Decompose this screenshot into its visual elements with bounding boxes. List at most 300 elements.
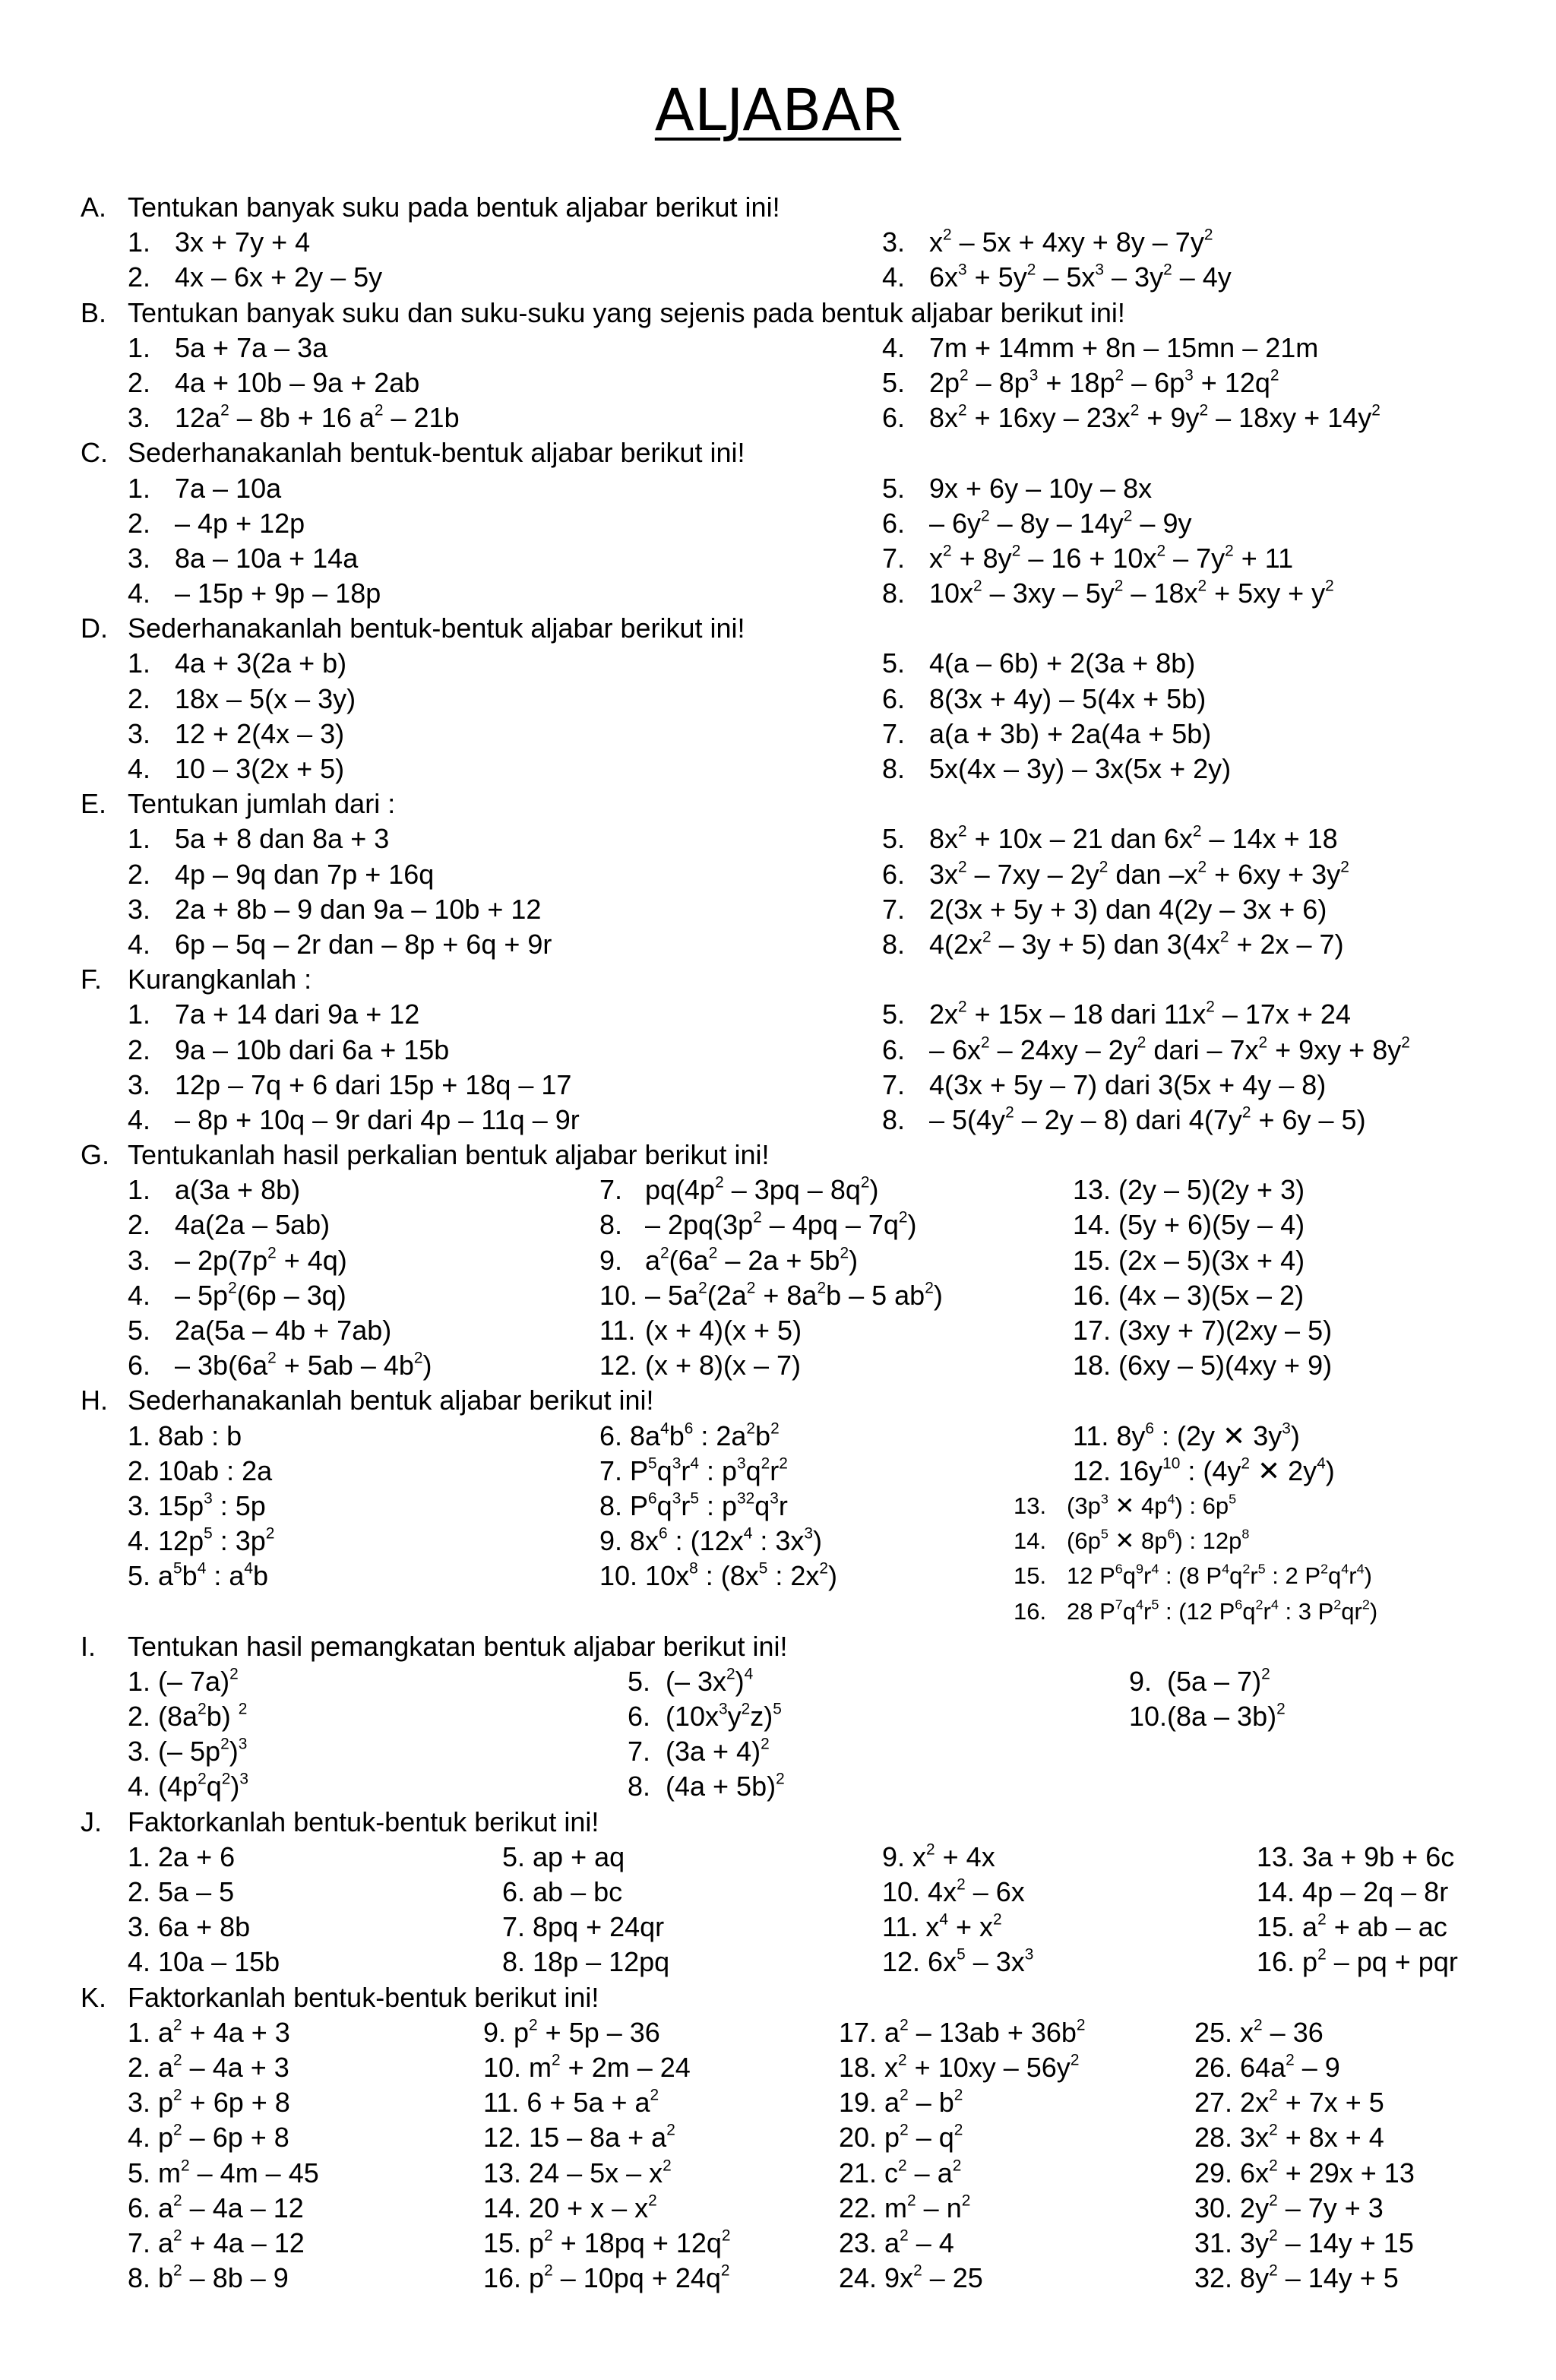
item-number: 4. <box>128 578 151 609</box>
exercise-item <box>882 821 1338 856</box>
section <box>81 962 1524 1138</box>
exercise-item: 13. $24 - 5x - x^2$ <box>483 2156 672 2189</box>
section-letter: E. <box>81 788 107 820</box>
item-row <box>81 225 1524 260</box>
item-expression: a(a + 3b) + 2a(4a + 5b) <box>929 717 1212 749</box>
item-number: 3. <box>128 542 151 574</box>
item-expression: 8(3x + 4y) – 5(4x + 5b) <box>929 682 1207 714</box>
item-row <box>81 2191 1524 2226</box>
item-row <box>81 541 1524 576</box>
item-number: 2. <box>128 1209 151 1241</box>
section-heading <box>81 296 1524 331</box>
section-heading <box>81 962 1524 997</box>
item-expression: $3x^2 - 7xy - 2y^2$ dan $-x^2 + 6xy + 3y^2$ <box>929 857 1349 890</box>
exercise-item: 13. 3a + 9b + 6c <box>1257 1840 1455 1872</box>
exercise-item <box>882 1068 1326 1103</box>
item-row <box>81 2015 1524 2050</box>
item-row <box>81 717 1524 752</box>
item-number: 6. <box>882 1033 906 1065</box>
item-row <box>81 260 1524 295</box>
exercise-item: 2. $a^2 - 4a + 3$ <box>128 2051 289 2083</box>
item-number: 3. <box>128 893 151 925</box>
exercise-item <box>128 997 419 1032</box>
exercise-item <box>128 366 419 400</box>
item-number: 5. <box>882 999 906 1030</box>
exercise-item <box>882 752 1231 786</box>
item-row <box>81 366 1524 400</box>
exercise-item <box>599 1313 802 1348</box>
item-expression: 18x – 5(x – 3y) <box>175 682 356 714</box>
item-expression: $10x^2 - 3xy - 5y^2 - 18x^2 + 5xy + y^2$ <box>929 577 1334 609</box>
exercise-item <box>1073 1278 1304 1313</box>
item-number: 2. <box>128 1033 151 1065</box>
section <box>81 1138 1524 1383</box>
item-row <box>81 1454 1524 1489</box>
exercise-item <box>882 225 1213 260</box>
item-number: 15. <box>1073 1244 1112 1276</box>
exercise-item <box>882 1103 1366 1138</box>
item-expression: $6x^3 + 5y^2 - 5x^3 - 3y^2 - 4y$ <box>929 261 1232 293</box>
item-expression: $x^2 + 8y^2 - 16 + 10x^2 - 7y^2 + 11$ <box>929 542 1294 574</box>
item-number: 6. <box>882 682 906 714</box>
item-expression: 3x + 7y + 4 <box>175 226 311 258</box>
item-row <box>81 1734 1524 1769</box>
section-instruction: Kurangkanlah : <box>128 964 312 995</box>
exercise-item: 6. $a^2 - 4a - 12$ <box>128 2192 304 2223</box>
section-letter: F. <box>81 964 103 995</box>
item-number: 6. <box>882 507 906 539</box>
section-heading <box>81 611 1524 646</box>
exercise-item: 15. $p^2 + 18pq + 12q^2$ <box>483 2227 731 2258</box>
item-row <box>81 1278 1524 1313</box>
section-heading <box>81 1383 1524 1418</box>
exercise-item: 32. $8y^2 - 14y + 5$ <box>1194 2261 1399 2294</box>
exercise-item <box>128 927 552 962</box>
item-expression: 12 $P^6q^9r^4$ : (8 $P^4q^2r^5$ : 2 $P^2q^4r^4$) <box>1067 1561 1372 1590</box>
item-row <box>81 752 1524 786</box>
item-expression: $8x^2 + 10x - 21$ dan $6x^2 - 14x + 18$ <box>929 822 1338 855</box>
item-expression: $x^2 - 5x + 4xy + 8y - 7y^2$ <box>929 226 1213 258</box>
item-expression: 2a + 8b – 9 dan 9a – 10b + 12 <box>175 893 542 925</box>
exercise-item: 3. (– $5p^2)^3$ <box>128 1735 248 1768</box>
exercise-item: 1. 8ab : b <box>128 1419 242 1451</box>
section <box>81 1980 1524 2296</box>
item-number: 1. <box>128 647 151 679</box>
item-number: 6. <box>628 1701 651 1733</box>
item-row <box>81 857 1524 892</box>
item-row <box>81 1594 1524 1629</box>
exercise-item <box>128 1173 300 1207</box>
item-row <box>81 1524 1524 1559</box>
exercise-item <box>1073 1348 1332 1383</box>
exercise-item: 8. $b^2 - 8b - 9$ <box>128 2261 289 2294</box>
item-number: 12. <box>599 1350 638 1381</box>
item-expression: 12 + 2(4x – 3) <box>175 717 345 749</box>
exercise-item: 6. ab – bc <box>502 1876 623 1907</box>
item-expression: 2a(5a – 4b + 7ab) <box>175 1315 392 1346</box>
item-expression: (8a – 3b)$^2$ <box>1167 1700 1286 1733</box>
exercise-item: 5. ap + aq <box>502 1840 625 1872</box>
item-expression: 2(3x + 5y + 3) dan 4(2y – 3x + 6) <box>929 893 1327 925</box>
exercise-item <box>882 366 1279 400</box>
exercise-item <box>628 1664 753 1699</box>
item-expression: 4p – 9q dan 7p + 16q <box>175 858 435 890</box>
exercise-item: 5. $m^2 - 4m - 45$ <box>128 2156 319 2189</box>
item-row <box>81 331 1524 366</box>
item-row <box>81 400 1524 435</box>
exercise-item <box>128 1207 330 1242</box>
exercise-item: 7. 8pq + 24qr <box>502 1911 665 1943</box>
exercise-list <box>81 190 1524 2296</box>
item-number: 16. <box>1073 1279 1112 1311</box>
section-letter: D. <box>81 612 108 644</box>
item-number: 4. <box>882 261 906 293</box>
exercise-item <box>628 1734 770 1769</box>
item-number: 8. <box>882 578 906 609</box>
section-instruction: Sederhanakanlah bentuk-bentuk aljabar berikut ini! <box>128 437 745 469</box>
section-letter: C. <box>81 437 108 469</box>
item-number: 16. <box>1014 1597 1047 1625</box>
item-row <box>81 2261 1524 2296</box>
section-instruction: Tentukan banyak suku dan suku-suku yang sejenis pada bentuk aljabar berikut ini! <box>128 296 1125 328</box>
exercise-item: 15. $a^2$ + ab – ac <box>1257 1910 1447 1943</box>
item-number: 11. <box>599 1315 636 1346</box>
item-number: 15. <box>1014 1562 1047 1590</box>
exercise-item <box>128 717 344 752</box>
item-expression: $(4a + 5b)^2$ <box>666 1770 785 1802</box>
exercise-item <box>599 1173 879 1207</box>
item-row <box>81 1419 1524 1454</box>
item-row <box>81 471 1524 506</box>
item-row <box>81 1313 1524 1348</box>
exercise-item <box>882 471 1152 506</box>
item-expression: – $6x^2 - 24xy - 2y^2$ dari – $7x^2 + 9xy + 8y^2$ <box>929 1033 1410 1065</box>
item-expression: 9x + 6y – 10y – 8x <box>929 472 1153 504</box>
exercise-item: 4. $12p^5$ : $3p^2$ <box>128 1524 275 1557</box>
exercise-item: 10. $4x^2 - 6x$ <box>882 1875 1025 1907</box>
exercise-item <box>128 1278 346 1313</box>
exercise-item: 1. $a^2 + 4a + 3$ <box>128 2016 290 2048</box>
item-number: 7. <box>882 893 906 925</box>
item-row <box>81 1489 1524 1524</box>
exercise-item <box>128 331 327 366</box>
exercise-item <box>128 1033 449 1068</box>
item-expression: – 4p + 12p <box>175 507 305 539</box>
item-number: 1. <box>128 472 151 504</box>
item-number: 13. <box>1014 1492 1047 1519</box>
exercise-item: 10. $10x^8$ : ($8x^5$ : $2x^2$) <box>599 1559 838 1592</box>
exercise-item <box>128 506 305 541</box>
exercise-item: 1. (– 7a)$^2$ <box>128 1665 239 1697</box>
item-expression: 28 $P^7q^4r^5$ : (12 $P^6q^2r^4$ : 3 $P^2qr^2$) <box>1067 1597 1378 1625</box>
section-letter: A. <box>81 191 107 223</box>
section-letter: G. <box>81 1139 110 1171</box>
exercise-item: 3. 6a + 8b <box>128 1911 251 1943</box>
item-number: 4. <box>128 753 151 784</box>
section-instruction: Tentukan banyak suku pada bentuk aljabar berikut ini! <box>128 191 780 223</box>
exercise-item: 11. $6 + 5a + a^2$ <box>483 2086 659 2119</box>
section-instruction: Faktorkanlah bentuk-bentuk berikut ini! <box>128 1806 599 1837</box>
item-expression: 5a + 8 dan 8a + 3 <box>175 823 390 855</box>
section <box>81 190 1524 296</box>
item-number: 4. <box>128 1279 151 1311</box>
section-letter: J. <box>81 1806 103 1837</box>
exercise-item <box>1129 1664 1270 1699</box>
item-expression: 6p – 5q – 2r dan – 8p + 6q + 9r <box>175 928 552 960</box>
item-number: 5. <box>882 647 906 679</box>
item-row <box>81 1875 1524 1910</box>
item-expression: 4a + 10b – 9a + 2ab <box>175 366 420 398</box>
exercise-item <box>128 857 434 892</box>
exercise-item: 24. $9x^2 - 25$ <box>839 2261 983 2294</box>
exercise-item: 7. $P^5q^3r^4$ : $p^3q^2r^2$ <box>599 1454 788 1486</box>
item-number: 1. <box>128 1174 151 1206</box>
item-number: 13. <box>1073 1174 1112 1206</box>
section-heading <box>81 786 1524 821</box>
exercise-item: 7. $a^2 + 4a - 12$ <box>128 2227 305 2258</box>
exercise-item: 4. $p^2 - 6p + 8$ <box>128 2121 289 2154</box>
item-number: 18. <box>1073 1350 1112 1381</box>
exercise-item <box>1014 1489 1236 1524</box>
exercise-item <box>128 752 344 786</box>
item-expression: (3xy + 7)(2xy – 5) <box>1118 1315 1333 1346</box>
item-expression: (x + 4)(x + 5) <box>645 1315 802 1346</box>
exercise-item <box>128 471 281 506</box>
exercise-item: 8. $P^6q^3r^5$ : $p^{32}q^3r$ <box>599 1489 788 1521</box>
item-number: 9. <box>599 1244 623 1276</box>
exercise-item: 20. $p^2 - q^2$ <box>839 2121 963 2154</box>
item-expression: $2p^2 - 8p^3 + 18p^2 - 6p^3 + 12q^2$ <box>929 366 1279 398</box>
exercise-item: 10. $m^2 + 2m - 24$ <box>483 2051 691 2083</box>
exercise-item: 5. $a^5b^4$ : $a^4b$ <box>128 1559 269 1592</box>
item-expression: $a^2(6a^2 - 2a + 5b^2)$ <box>645 1243 859 1276</box>
exercise-item <box>599 1278 943 1313</box>
item-row <box>81 1664 1524 1699</box>
item-expression: ($6p^5$ ✕ $8p^6$) : $12p^8$ <box>1067 1526 1250 1555</box>
exercise-item <box>128 821 389 856</box>
exercise-item <box>128 1348 432 1383</box>
item-number: 7. <box>882 542 906 574</box>
section-instruction: Tentukan jumlah dari : <box>128 788 396 820</box>
exercise-item <box>882 997 1351 1032</box>
item-row <box>81 646 1524 681</box>
exercise-item: 27. $2x^2 + 7x + 5$ <box>1194 2086 1384 2119</box>
exercise-item <box>882 717 1211 752</box>
item-expression: $(10x^3y^2z)^5$ <box>666 1700 782 1733</box>
item-expression: 8a – 10a + 14a <box>175 542 359 574</box>
item-expression: $2x^2 + 15x - 18$ dari $11x^2 - 17x + 24$ <box>929 998 1351 1030</box>
item-number: 5. <box>882 366 906 398</box>
item-number: 1. <box>128 331 151 363</box>
item-number: 2. <box>128 682 151 714</box>
item-expression: – $6y^2 - 8y - 14y^2 - 9y$ <box>929 507 1192 539</box>
item-number: 14. <box>1014 1527 1047 1555</box>
item-expression: – $5(4y^2 - 2y - 8)$ dari $4(7y^2 + 6y - 5)$ <box>929 1103 1366 1135</box>
exercise-item: 11. $8y^6$ : (2y ✕ $3y^3$) <box>1073 1419 1300 1451</box>
item-expression: 5x(4x – 3y) – 3x(5x + 2y) <box>929 753 1232 784</box>
item-expression: (5a – 7)$^2$ <box>1167 1665 1270 1697</box>
exercise-item <box>628 1699 782 1734</box>
exercise-item <box>128 646 346 681</box>
exercise-item <box>882 646 1195 681</box>
exercise-item <box>1073 1243 1305 1278</box>
item-row <box>81 821 1524 856</box>
item-number: 5. <box>128 1315 151 1346</box>
item-number: 2. <box>128 366 151 398</box>
section-heading <box>81 1629 1524 1664</box>
item-number: 6. <box>882 858 906 890</box>
section-heading <box>81 190 1524 225</box>
item-row <box>81 1559 1524 1594</box>
exercise-item: 6. $8a^4b^6$ : $2a^2b^2$ <box>599 1419 780 1451</box>
section-instruction: Sederhanakanlah bentuk aljabar berikut ini! <box>128 1385 654 1416</box>
exercise-item <box>1014 1524 1249 1559</box>
exercise-item: 3. $p^2 + 6p + 8$ <box>128 2086 290 2119</box>
item-row <box>81 1173 1524 1207</box>
exercise-item: 29. $6x^2 + 29x + 13$ <box>1194 2156 1415 2189</box>
item-expression: $pq(4p^2 - 3pq - 8q^2)$ <box>645 1173 879 1206</box>
item-number: 7. <box>628 1736 651 1768</box>
item-row <box>81 2050 1524 2085</box>
exercise-item: 26. $64a^2 - 9$ <box>1194 2051 1340 2083</box>
item-number: 3. <box>128 402 151 434</box>
item-number: 2. <box>128 858 151 890</box>
item-expression: (6xy – 5)(4xy + 9) <box>1118 1350 1333 1381</box>
item-expression: 7m + 14mm + 8n – 15mn – 21m <box>929 331 1319 363</box>
item-expression: (x + 8)(x – 7) <box>645 1350 802 1381</box>
exercise-item: 14. 4p – 2q – 8r <box>1257 1876 1449 1907</box>
item-number: 2. <box>128 261 151 293</box>
item-row <box>81 1769 1524 1804</box>
item-expression: (– $3x^2)^4$ <box>666 1665 754 1697</box>
item-number: 9. <box>1129 1665 1153 1697</box>
item-number: 8. <box>628 1771 651 1802</box>
item-row <box>81 1945 1524 1980</box>
item-number: 4. <box>128 1103 151 1135</box>
item-number: 10. <box>599 1279 638 1311</box>
item-number: 3. <box>128 1068 151 1100</box>
section-heading <box>81 435 1524 470</box>
exercise-item: 22. $m^2 - n^2$ <box>839 2192 971 2223</box>
item-expression: 12p – 7q + 6 dari 15p + 18q – 17 <box>175 1068 572 1100</box>
section-instruction: Faktorkanlah bentuk-bentuk berikut ini! <box>128 1981 599 2013</box>
exercise-item <box>128 1243 347 1278</box>
item-row <box>81 927 1524 962</box>
exercise-item <box>128 892 541 927</box>
item-number: 7. <box>599 1174 623 1206</box>
item-expression: – 8p + 10q – 9r dari 4p – 11q – 9r <box>175 1103 580 1135</box>
item-expression: ($3p^3$ ✕ $4p^4$) : $6p^5$ <box>1067 1491 1237 1519</box>
exercise-item: 23. $a^2 - 4$ <box>839 2227 954 2258</box>
item-row <box>81 1207 1524 1242</box>
item-expression: 10 – 3(2x + 5) <box>175 753 345 784</box>
item-row <box>81 2226 1524 2261</box>
item-number: 5. <box>882 472 906 504</box>
item-row <box>81 2120 1524 2155</box>
item-expression: $4(2x^2 - 3y + 5)$ dan $3(4x^2 + 2x - 7)$ <box>929 928 1344 960</box>
exercise-item: 16. $p^2$ – pq + pqr <box>1257 1945 1458 1978</box>
item-number: 14. <box>1073 1209 1112 1241</box>
section <box>81 1629 1524 1805</box>
item-expression: – $3b(6a^2 + 5ab - 4b^2)$ <box>175 1349 432 1381</box>
item-expression: – $2p(7p^2 + 4q)$ <box>175 1243 347 1276</box>
section <box>81 611 1524 786</box>
section-instruction: Tentukan hasil pemangkatan bentuk aljabar berikut ini! <box>128 1630 788 1662</box>
exercise-item <box>599 1207 917 1242</box>
exercise-item: 3. $15p^3$ : 5p <box>128 1489 266 1521</box>
exercise-item: 9. $x^2 + 4x$ <box>882 1840 995 1872</box>
item-expression: $12a^2 - 8b + 16$ $a^2 - 21b$ <box>175 401 460 434</box>
item-expression: (2y – 5)(2y + 3) <box>1118 1174 1305 1206</box>
item-number: 8. <box>882 928 906 960</box>
exercise-item: 21. $c^2 - a^2$ <box>839 2156 962 2189</box>
item-number: 7. <box>882 717 906 749</box>
exercise-item <box>882 331 1318 366</box>
exercise-item: 9. $8x^6$ : ($12x^4$ : $3x^3$) <box>599 1524 822 1557</box>
exercise-item <box>882 927 1344 962</box>
exercise-item <box>1014 1559 1372 1594</box>
item-expression: – 15p + 9p – 18p <box>175 578 381 609</box>
item-expression: 4(3x + 5y – 7) dari 3(5x + 4y – 8) <box>929 1068 1327 1100</box>
exercise-item <box>882 506 1191 541</box>
section-letter: K. <box>81 1981 107 2013</box>
exercise-item: 30. $2y^2 - 7y + 3$ <box>1194 2192 1384 2223</box>
exercise-item <box>128 1313 391 1348</box>
exercise-item <box>882 1033 1410 1068</box>
exercise-item <box>599 1243 858 1278</box>
section-instruction: Tentukanlah hasil perkalian bentuk aljabar berikut ini! <box>128 1139 770 1171</box>
item-expression: – $5a^2(2a^2 + 8a^2b - 5$ $ab^2$) <box>645 1279 943 1311</box>
item-expression: 9a – 10b dari 6a + 15b <box>175 1033 450 1065</box>
exercise-item <box>128 225 310 260</box>
exercise-item: 14. $20 + x - x^2$ <box>483 2192 657 2223</box>
exercise-item <box>128 576 381 611</box>
item-number: 5. <box>882 823 906 855</box>
exercise-item <box>128 400 460 435</box>
exercise-item <box>128 1068 571 1103</box>
item-number: 1. <box>128 823 151 855</box>
section-heading <box>81 1980 1524 2015</box>
item-expression: 7a + 14 dari 9a + 12 <box>175 999 420 1030</box>
item-number: 2. <box>128 507 151 539</box>
exercise-item <box>882 682 1206 717</box>
exercise-item: 19. $a^2 - b^2$ <box>839 2086 963 2119</box>
item-expression: 4(a – 6b) + 2(3a + 8b) <box>929 647 1196 679</box>
item-expression: (4x – 3)(5x – 2) <box>1118 1279 1305 1311</box>
item-expression: (5y + 6)(5y – 4) <box>1118 1209 1305 1241</box>
exercise-item: 11. $x^4 + x^2$ <box>882 1910 1002 1943</box>
item-expression: $(3a + 4)^2$ <box>666 1735 770 1768</box>
item-row <box>81 2156 1524 2191</box>
exercise-item: 31. $3y^2 - 14y + 15$ <box>1194 2227 1414 2258</box>
item-number: 1. <box>128 999 151 1030</box>
exercise-item: 2. $(8a^2b)$ $^2$ <box>128 1700 248 1733</box>
exercise-item: 4. 10a – 15b <box>128 1946 280 1978</box>
section-letter: H. <box>81 1385 108 1416</box>
item-expression: – $2pq(3p^2 - 4pq - 7q^2)$ <box>645 1208 917 1241</box>
item-expression: 4a(2a – 5ab) <box>175 1209 330 1241</box>
item-expression: a(3a + 8b) <box>175 1174 301 1206</box>
section <box>81 435 1524 611</box>
exercise-item <box>1129 1699 1286 1734</box>
item-row <box>81 1348 1524 1383</box>
item-number: 17. <box>1073 1315 1112 1346</box>
exercise-item: 18. $x^2 + 10xy - 56y^2$ <box>839 2051 1080 2083</box>
item-expression: (2x – 5)(3x + 4) <box>1118 1244 1305 1276</box>
item-row <box>81 1243 1524 1278</box>
section-letter: I. <box>81 1630 96 1662</box>
item-number: 3. <box>128 717 151 749</box>
